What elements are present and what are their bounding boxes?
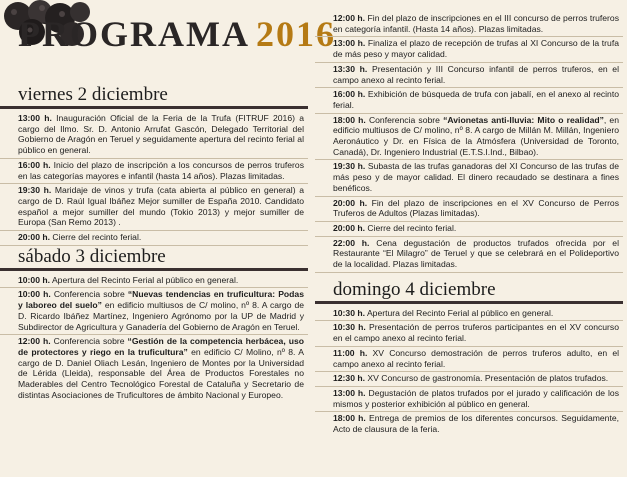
schedule-entry (0, 231, 308, 246)
entry-time: 19:30 h. (18, 185, 52, 196)
day-heading-sunday: domingo 4 diciembre (333, 278, 496, 300)
entry-text: XV Concurso demostración de perros truferos adulto, en el campo anexo al recinto ferial. (333, 347, 620, 369)
schedule-entry (0, 288, 308, 335)
entry-text: Fin del plazo de inscripciones en el III concurso de perros truferos en categoría infantil. (Hasta 14 años). Plazas limitadas. (333, 13, 619, 34)
entry-time: 10:00 h. (18, 289, 51, 300)
page-title (18, 14, 336, 54)
schedule-entry (315, 88, 623, 113)
entry-time: 20:00 h. (333, 197, 368, 208)
entry-time: 10:30 h. (333, 322, 366, 333)
entry-text: Cena degustación de productos trufados ofrecida por el Restaurante “El Milagro” de Teruel y que se celebrará en el Polideportivo de la localidad. Plazas limitadas. (333, 237, 619, 270)
entry-text: Subasta de las trufas ganadoras del XI Concurso de las trufas de más peso y de mayor calidad. El dinero recaudado se destinara a fines benéficos. (333, 161, 619, 193)
entry-text: Presentación de perros truferos participantes en el XV concurso en el campo anexo al recinto ferial. (333, 322, 619, 344)
schedule-entry (315, 197, 623, 222)
entry-time: 18:00 h. (333, 114, 366, 125)
schedule-entry (315, 237, 623, 273)
schedule-entry (0, 274, 308, 289)
schedule-entry (315, 63, 623, 88)
entry-time: 20:00 h. (18, 232, 51, 243)
schedule-entry (315, 387, 623, 412)
entry-text: Conferencia sobre (53, 289, 128, 300)
entry-time: 13:30 h. (333, 63, 368, 74)
title-word: PROGRAMA (18, 14, 250, 54)
conference-title: “Gestión de la competencia herbácea, uso de protectores y riego en la truficultura” (18, 336, 304, 357)
entry-time: 12:00 h. (333, 13, 366, 23)
entry-time: 10:00 h. (18, 274, 51, 285)
entry-time: 13:00 h. (333, 38, 366, 49)
schedule-entry (0, 159, 308, 184)
schedule-entry (315, 307, 623, 322)
day-heading-friday: viernes 2 diciembre (18, 84, 168, 105)
day-divider (0, 106, 308, 109)
entry-text: Inicio del plazo de inscripción a los concursos de perros truferos en las categorías mayores e infantil (hasta 14 años). Plazas limitadas. (18, 159, 304, 181)
entry-text: Inauguración Oficial de la Feria de la Trufa (FITRUF 2016) a cargo del Ilmo. Sr. D. Antonio Arrufat Gascón, Delegado Territorial del Gobierno de Aragón en Teruel y seguidamente apertura del recinto ferial al público en general. (18, 113, 304, 156)
entry-text: Fin del plazo de inscripciones en el XV Concurso de Perros Truferos de Adultos (Plazas limitadas). (333, 197, 620, 219)
entry-text: Cierre del recinto ferial. (52, 232, 142, 243)
entry-time: 16:00 h. (333, 89, 366, 100)
entry-text: Presentación y III Concurso infantil de perros truferos, en el campo anexo al recinto ferial. (333, 63, 619, 85)
schedule-entry (0, 112, 308, 159)
schedule-entry (0, 184, 308, 231)
entry-text: Conferencia sobre (53, 336, 128, 347)
day-heading-saturday: sábado 3 diciembre (18, 245, 166, 267)
schedule-entry (315, 222, 623, 237)
schedule-entry (315, 114, 623, 161)
entry-text: Finaliza el plazo de recepción de trufas al XI Concurso de la trufa de más peso y mayor calidad. (333, 38, 619, 60)
entry-text: XV Concurso de gastronomía. Presentación de platos trufados. (367, 373, 609, 384)
entry-time: 10:30 h. (333, 307, 366, 318)
entry-time: 18:00 h. (333, 413, 366, 424)
entry-time: 22:00 h. (333, 237, 370, 248)
entry-time: 12:30 h. (333, 373, 366, 384)
right-column (315, 0, 623, 437)
entry-time: 16:00 h. (18, 159, 51, 170)
conference-title: “Avionetas anti-lluvia: Mito o realidad” (443, 114, 604, 125)
left-column (0, 0, 336, 402)
entry-time: 12:00 h. (18, 336, 51, 347)
day-divider (315, 301, 623, 304)
title-year: 2016 (255, 14, 336, 54)
conference-title: “Nuevas tendencias en truficultura: Podas y laboreo del suelo” (18, 289, 304, 311)
schedule-entry (315, 347, 623, 372)
schedule-entry (315, 372, 623, 387)
entry-time: 19:30 h. (333, 161, 366, 172)
entry-text: Cierre del recinto ferial. (367, 222, 457, 233)
schedule-entry (315, 412, 623, 436)
schedule-entry (315, 37, 623, 62)
entry-text: Conferencia sobre (368, 114, 444, 125)
day-divider (0, 268, 308, 271)
schedule-entry (315, 321, 623, 346)
entry-text: Degustación de platos trufados por el jurado y calificación de los mismos y posterior exhibición al público en general. (333, 387, 619, 409)
entry-text: , en edificio multiusos de C/ molino, nº 8. A cargo de Millán M. Millán, Ingeniero Aeronáutico y Dr. en Física de la Atmósfera (Universidad de Toronto, Canadá), Dr. Ingeniero Industrial (E.T.S.I.Ind., Bilbao). (333, 114, 619, 157)
entry-text: Exhibición de búsqueda de trufa con jabalí, en el anexo al recinto ferial. (333, 89, 619, 110)
entry-text: Apertura del Recinto Ferial al público en general. (51, 274, 239, 285)
program-header (0, 0, 336, 84)
entry-text: Entrega de premios de los diferentes concursos. Seguidamente, Acto de clausura de la feria. (333, 413, 619, 435)
entry-text: Maridaje de vinos y trufa (cata abierta al público en general) a cargo de D. Raúl Igual Ibáñez Mejor sumiller de España 2010. Candidato español a mejor sumiller del mundo (Tokio 2013) y mejor sumiller de Europa (San Remo 2013) . (18, 185, 304, 228)
entry-text: Apertura del Recinto Ferial al público en general. (366, 307, 554, 318)
entry-time: 20:00 h. (333, 222, 366, 233)
schedule-entry (0, 335, 308, 402)
entry-time: 13:00 h. (333, 387, 366, 398)
schedule-entry (315, 12, 623, 37)
schedule-entry (315, 160, 623, 196)
entry-text: en edificio multiusos de C/ molino, nº 8. A cargo de D. Ricardo Ibáñez Martínez, Ingeniero Agrónomo por la UP de Madrid y Subdirector de Agricultura y Ganadería del Gobierno de Aragón en Teruel. (18, 300, 305, 332)
entry-time: 13:00 h. (18, 113, 52, 123)
entry-text: en edificio C/ Molino, nº 8. A cargo de D. Daniel Oliach Lesán, Ingeniero de Montes por la Universidad de Lérida (Lleida), responsable del Área de Productos Forestales no Maderables del Centro Tecnológico Forestal de Cataluña y Secretario de distintas Asociaciones de Truficultores de ámbito Nacional y Europeo. (18, 346, 304, 400)
entry-time: 11:00 h. (333, 347, 368, 358)
